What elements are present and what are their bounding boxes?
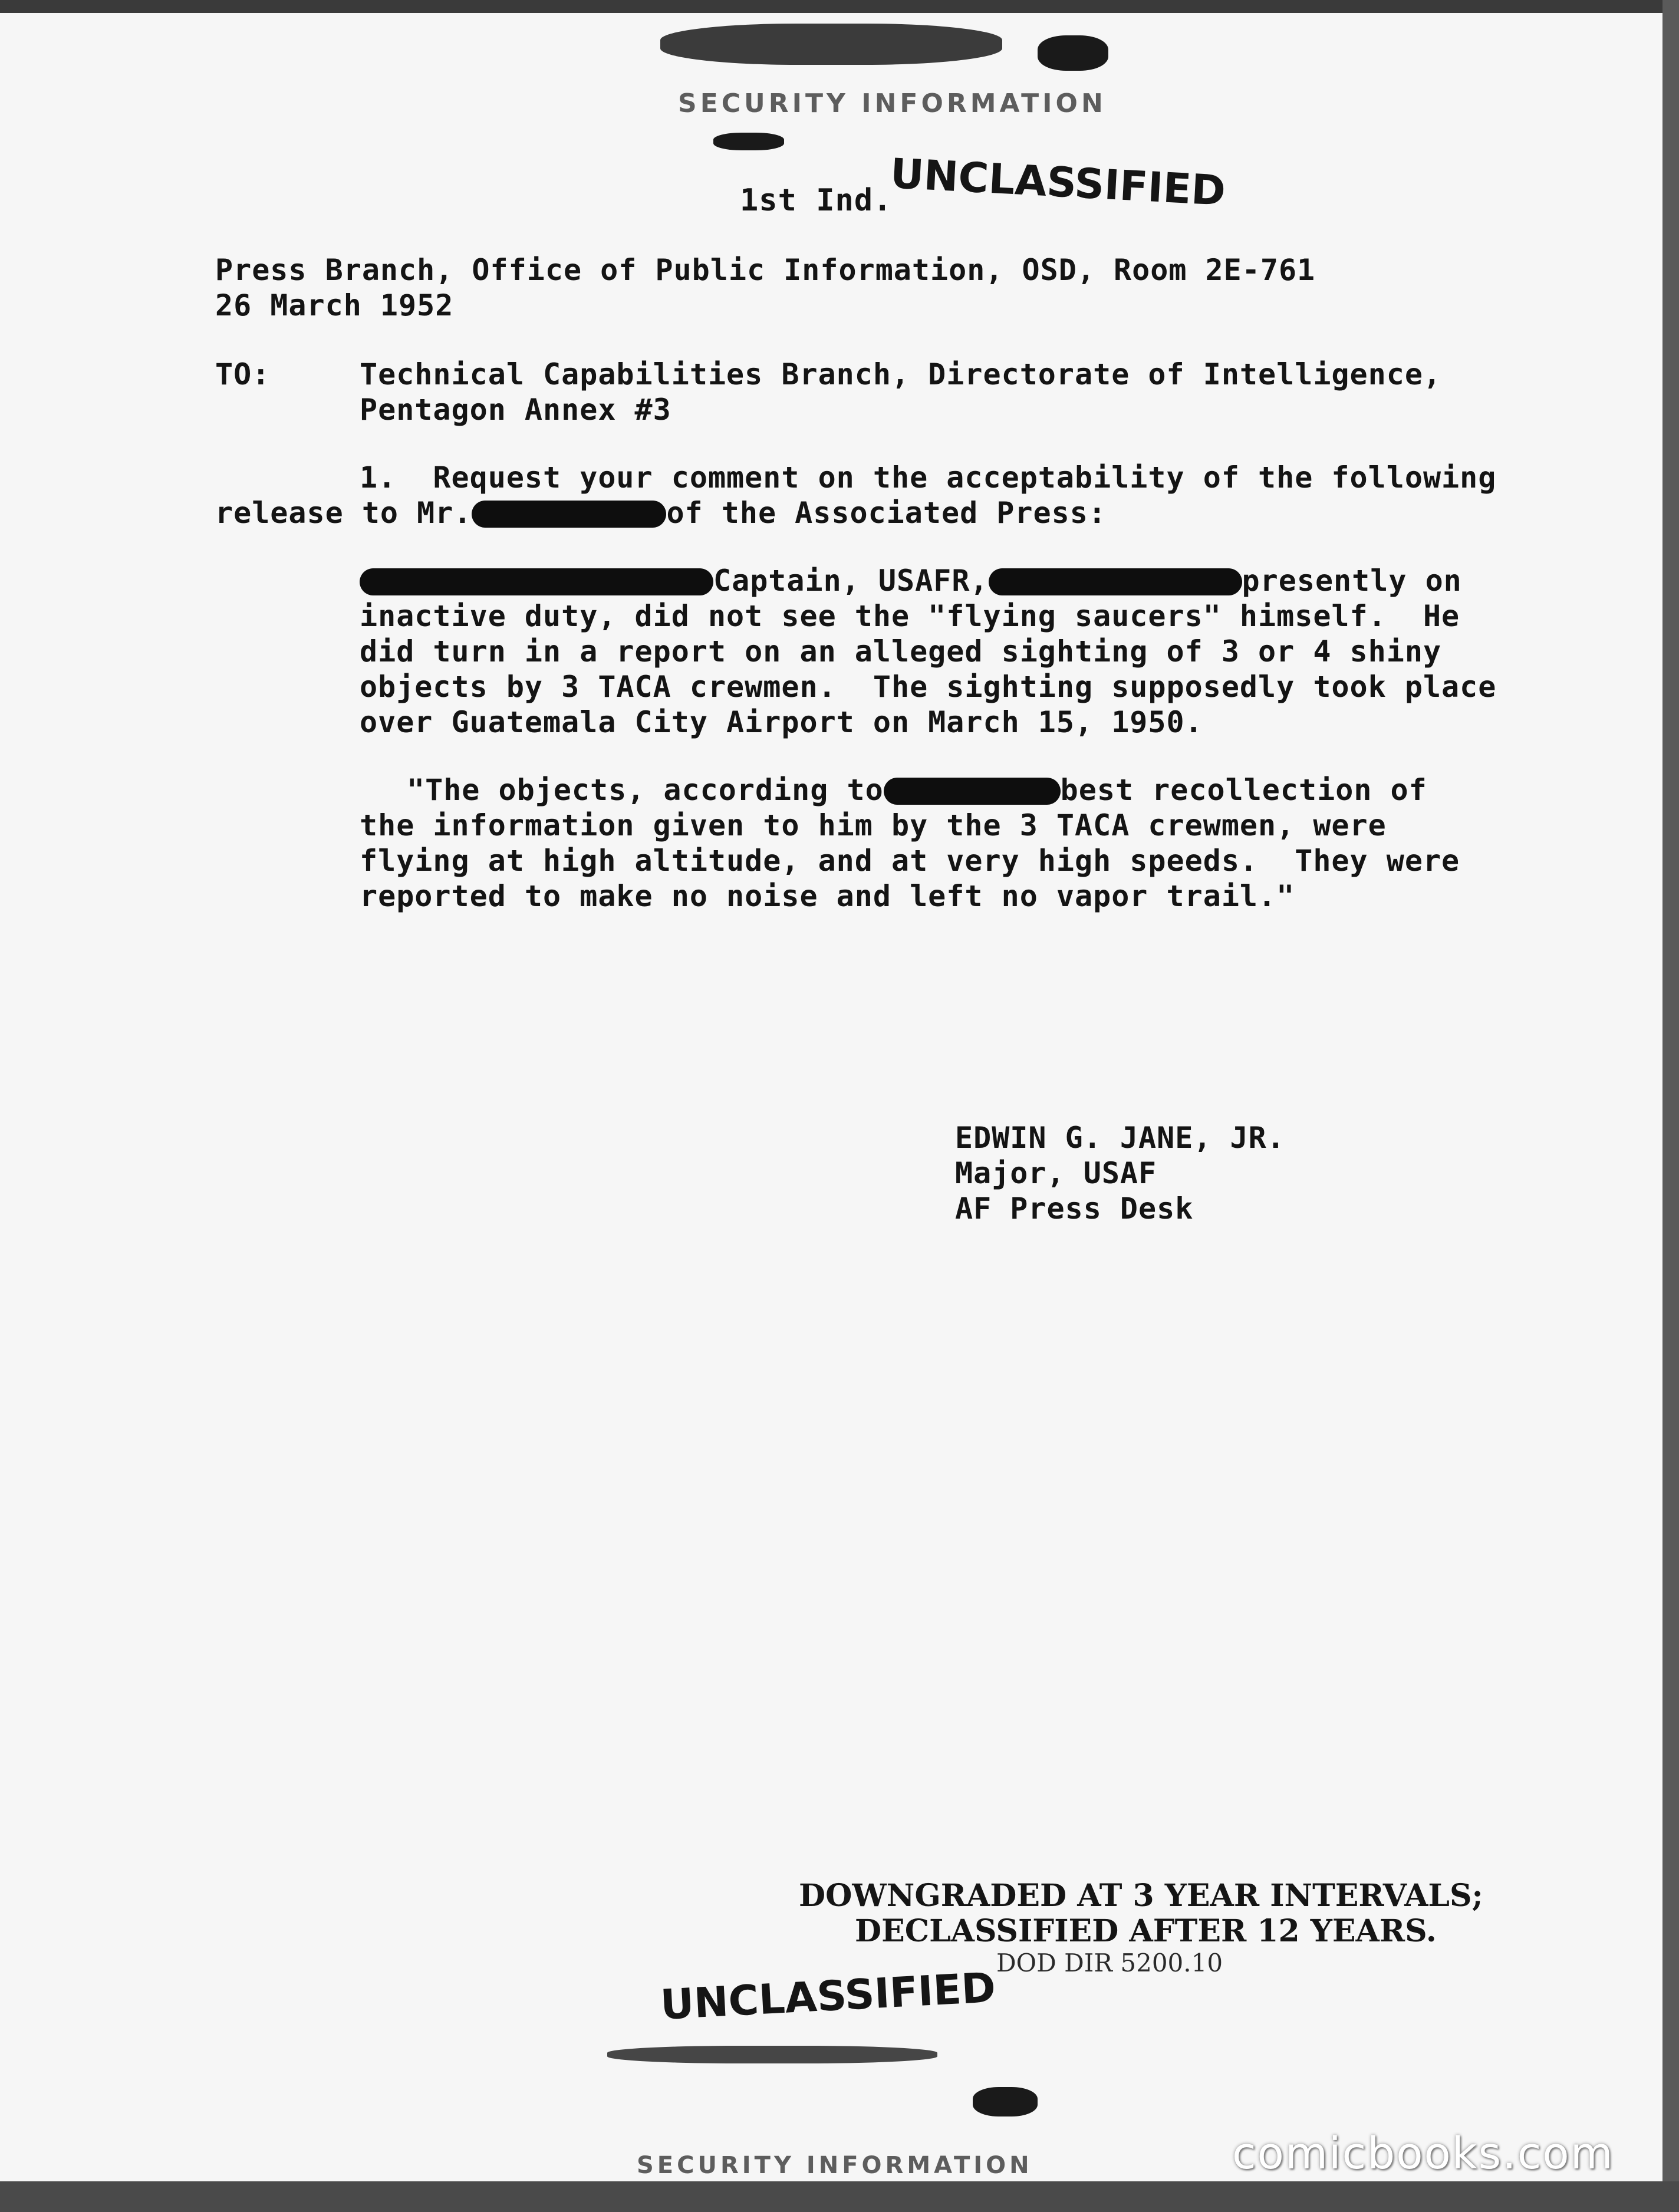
redaction-name-2: [360, 568, 713, 595]
top-stamp-mark: [713, 133, 784, 150]
redaction-location: [989, 568, 1242, 595]
quote1-line-5: over Guatemala City Airport on March 15, 1950.: [360, 705, 1203, 739]
top-stamp-smudge: [660, 24, 1002, 65]
top-stamp-smudge-right: [1038, 35, 1108, 71]
to-label: TO:: [215, 357, 271, 391]
quote2-line-1-start: "The objects, according to: [407, 773, 884, 807]
para1-line-1: 1. Request your comment on the acceptability of the following: [360, 460, 1497, 495]
downgrade-line-3: DOD DIR 5200.10: [996, 1948, 1223, 1977]
bottom-security-stamp: SECURITY INFORMATION: [637, 2152, 1033, 2179]
quote2-line-1: [407, 772, 1427, 808]
quote1-line-2: inactive duty, did not see the "flying saucers" himself. He: [360, 599, 1460, 633]
scan-edge-bottom: [0, 2181, 1679, 2212]
bottom-stamp-smudge-right: [973, 2087, 1038, 2116]
to-line-2: Pentagon Annex #3: [360, 393, 671, 427]
signature-name: EDWIN G. JANE, JR.: [955, 1121, 1285, 1155]
origin-date: 26 March 1952: [215, 288, 454, 322]
quote2-line-4: reported to make no noise and left no vapor trail.": [360, 879, 1295, 913]
bottom-stamp-smudge: [607, 2046, 937, 2063]
para1-line-2: [215, 495, 1107, 531]
classification-stamp-bottom: UNCLASSIFIED: [659, 1963, 997, 2029]
quote1-line-3: did turn in a report on an alleged sighting of 3 or 4 shiny: [360, 634, 1442, 669]
redaction-name-1: [472, 501, 666, 528]
quote2-line-2: the information given to him by the 3 TACA crewmen, were: [360, 808, 1387, 842]
quote1-line-1-end: presently on: [1242, 564, 1462, 598]
top-security-stamp: SECURITY INFORMATION: [678, 88, 1107, 119]
signature-rank: Major, USAF: [955, 1156, 1157, 1190]
site-watermark: comicbooks.com: [1232, 2128, 1614, 2179]
downgrade-line-1: DOWNGRADED AT 3 YEAR INTERVALS;: [799, 1878, 1483, 1914]
quote2-line-1-end: best recollection of: [1060, 773, 1427, 807]
quote2-line-3: flying at high altitude, and at very high speeds. They were: [360, 844, 1460, 878]
origin-office: Press Branch, Office of Public Information, OSD, Room 2E-761: [215, 253, 1316, 287]
classification-stamp-top: UNCLASSIFIED: [889, 149, 1227, 215]
quote1-line-1: [360, 563, 1462, 598]
downgrade-line-2: DECLASSIFIED AFTER 12 YEARS.: [855, 1913, 1437, 1949]
para1-line-2-end: of the Associated Press:: [666, 496, 1107, 530]
scan-edge-right: [1662, 0, 1679, 2212]
indorsement-label: 1st Ind.: [740, 183, 893, 218]
para1-line-2-start: release to Mr.: [215, 496, 472, 530]
scan-edge-top: [0, 0, 1679, 13]
quote1-line-4: objects by 3 TACA crewmen. The sighting supposedly took place: [360, 670, 1497, 704]
signature-desk: AF Press Desk: [955, 1191, 1194, 1226]
quote1-line-1-mid: Captain, USAFR,: [713, 564, 989, 598]
to-line-1: Technical Capabilities Branch, Directorate of Intelligence,: [360, 357, 1442, 391]
redaction-name-3: [884, 778, 1061, 805]
